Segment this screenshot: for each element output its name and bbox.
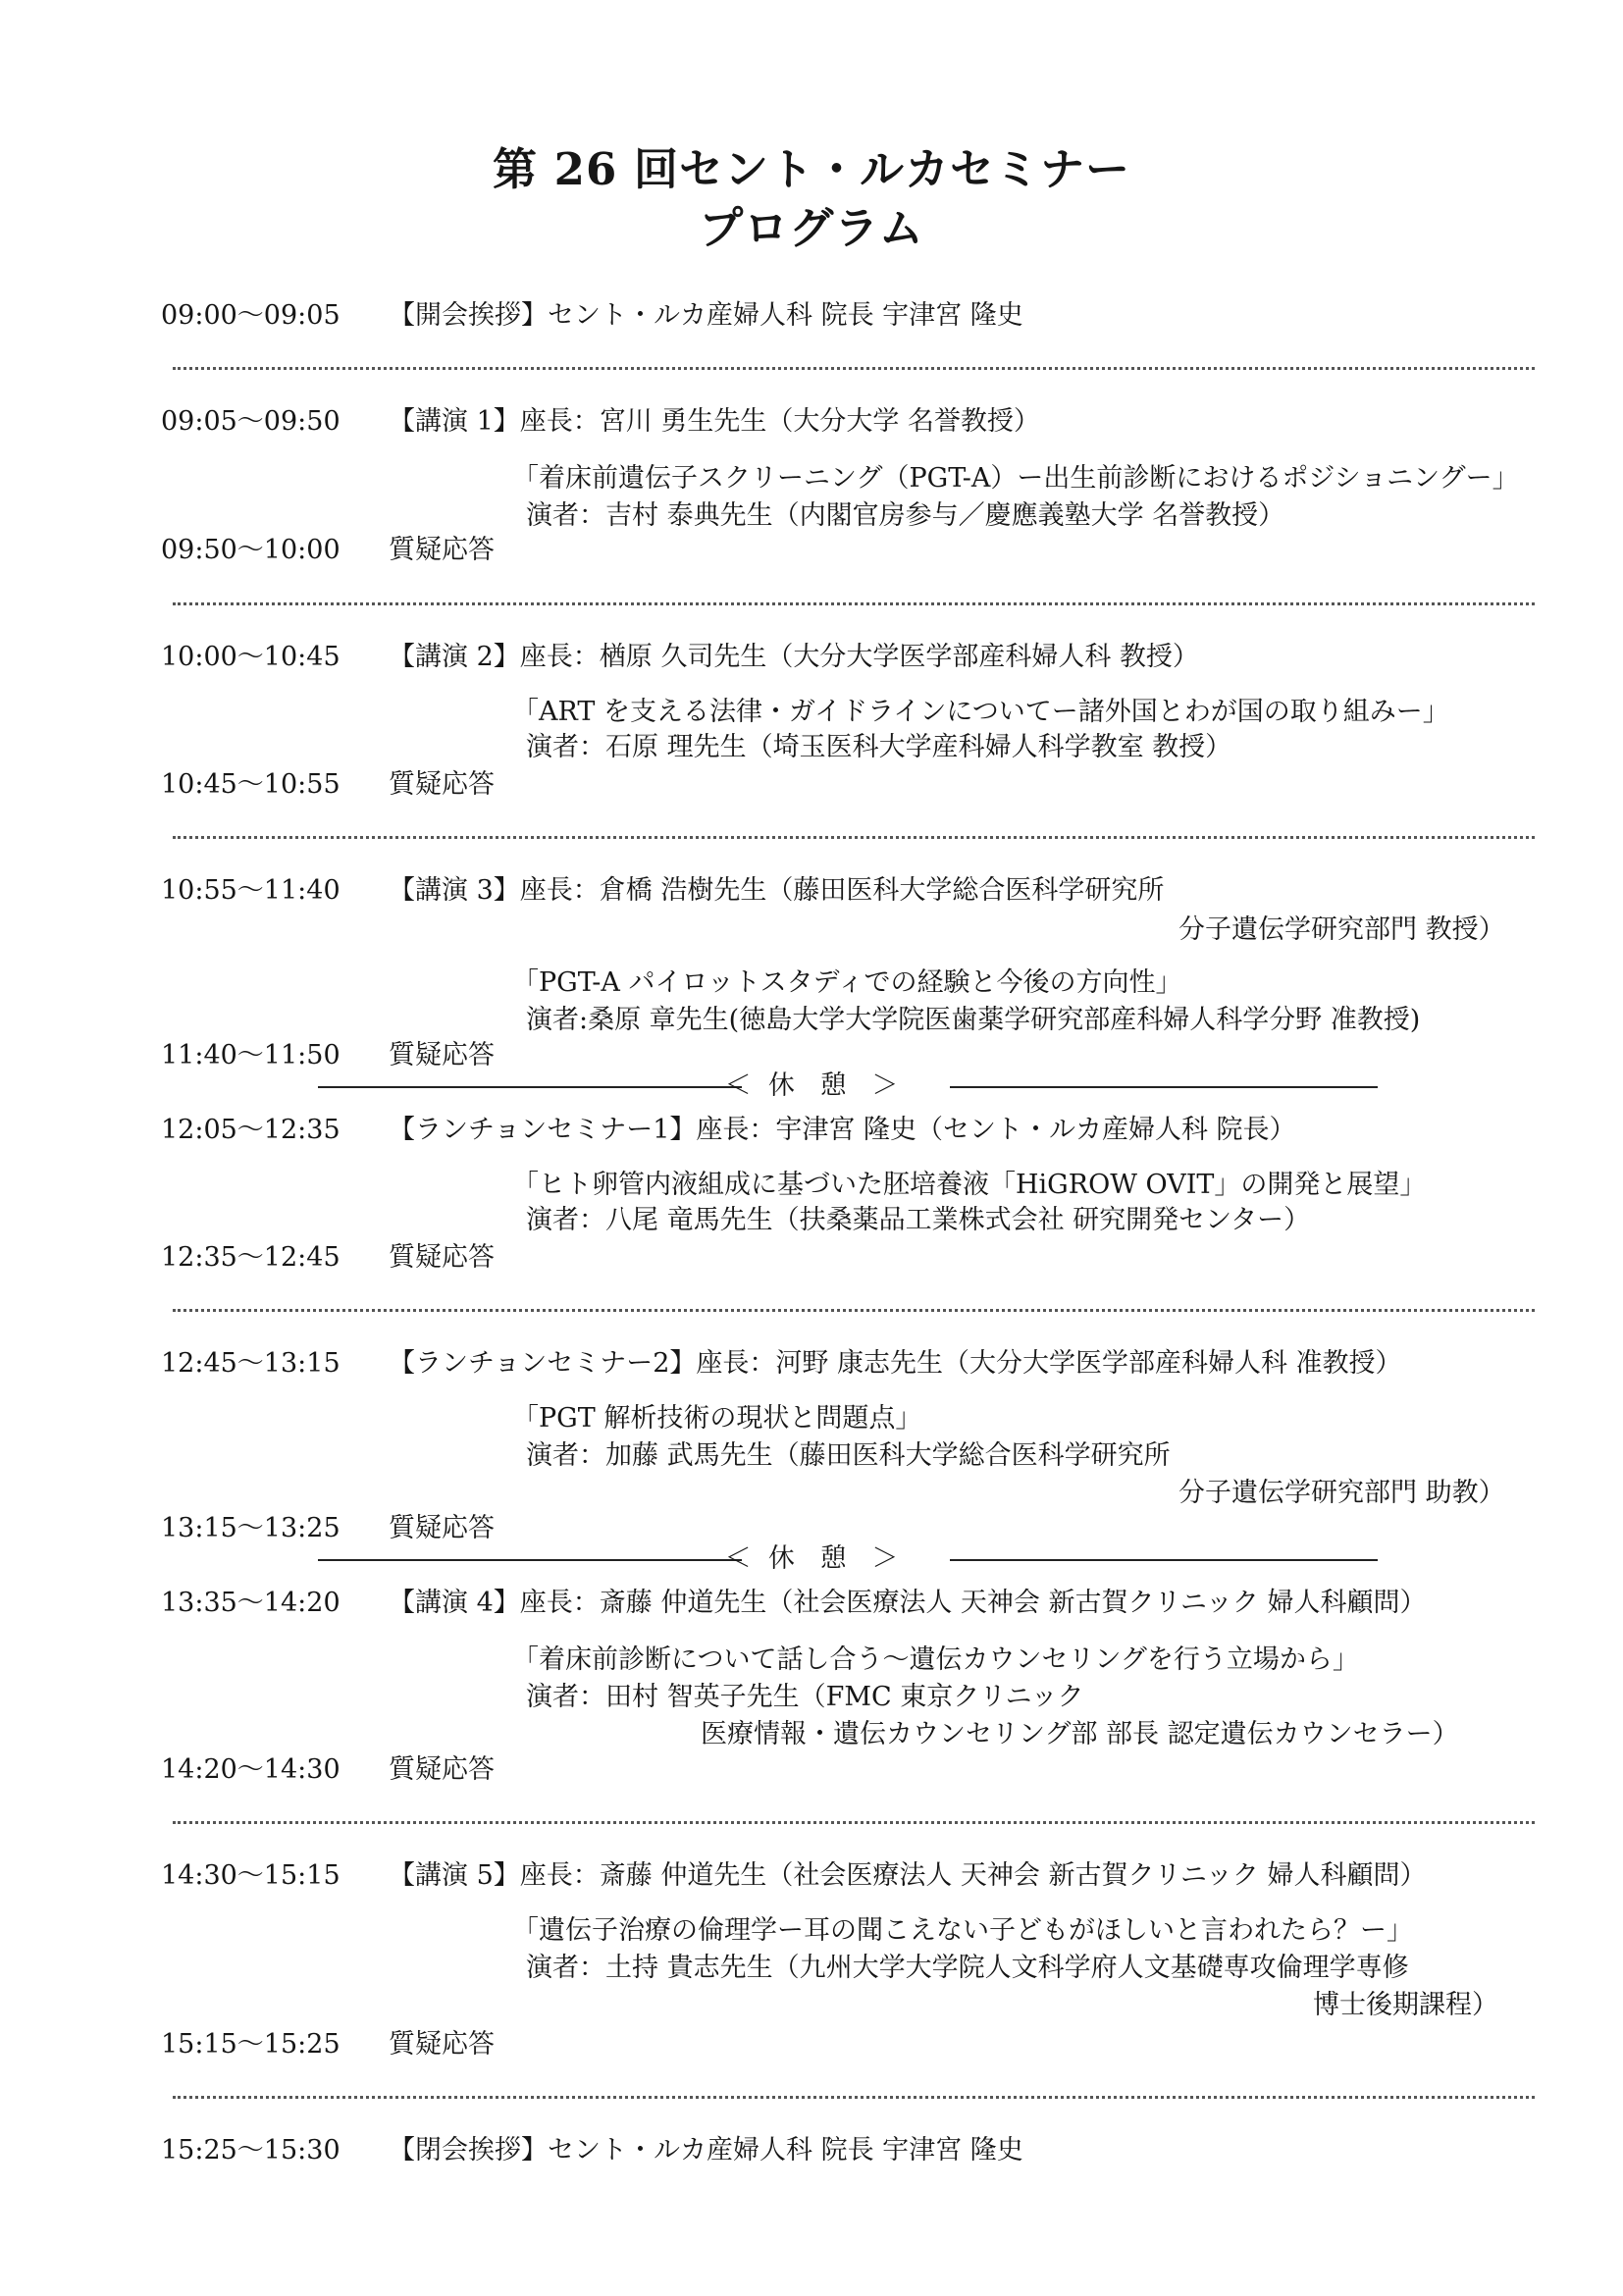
lecture4-qa: 質疑応答	[389, 1754, 495, 1785]
lecture5-chair: 【講演 5】座長：斎藤 仲道先生（社会医療法人 天神会 新古賀クリニック 婦人科顧問）	[389, 1860, 1427, 1891]
page-subtitle: プログラム	[699, 202, 924, 254]
break-line-right	[950, 1086, 1378, 1088]
lecture1-qa-time: 09:50～10:00	[161, 535, 340, 565]
closing-text: 【閉会挨拶】セント・ルカ産婦人科 院長 宇津宮 隆史	[389, 2135, 1023, 2166]
lecture4-chair: 【講演 4】座長：斎藤 仲道先生（社会医療法人 天神会 新古賀クリニック 婦人科顧問）	[389, 1588, 1427, 1618]
lecture3-qa: 質疑応答	[389, 1040, 495, 1070]
lecture1-speaker: 演者：吉村 泰典先生（内閣官房参与／慶應義塾大学 名誉教授）	[526, 500, 1285, 531]
break-label: ＜ 休 憩 ＞	[724, 1070, 899, 1101]
opening-time: 09:00～09:05	[161, 300, 340, 331]
luncheon2-chair: 【ランチョンセミナー2】座長：河野 康志先生（大分大学医学部産科婦人科 准教授）	[389, 1348, 1402, 1379]
luncheon2-title: 「PGT 解析技術の現状と問題点」	[512, 1403, 922, 1434]
lecture3-speaker: 演者:桑原 章先生(徳島大学大学院医歯薬学研究部産科婦人科学分野 准教授)	[526, 1005, 1421, 1035]
lecture4-speaker: 演者：田村 智英子先生（FMC 東京クリニック	[526, 1682, 1084, 1712]
lecture3-qa-time: 11:40～11:50	[161, 1040, 340, 1070]
luncheon1-qa: 質疑応答	[389, 1242, 495, 1273]
lecture2-qa-time: 10:45～10:55	[161, 769, 340, 800]
luncheon1-title: 「ヒト卵管内液組成に基づいた胚培養液「HiGROW OVIT」の開発と展望」	[512, 1170, 1427, 1200]
lecture2-chair: 【講演 2】座長：楢原 久司先生（大分大学医学部産科婦人科 教授）	[389, 642, 1199, 672]
closing-time: 15:25～15:30	[161, 2135, 340, 2166]
luncheon1-chair: 【ランチョンセミナー1】座長：宇津宮 隆史（セント・ルカ産婦人科 院長）	[389, 1115, 1296, 1145]
lecture5-time: 14:30～15:15	[161, 1860, 340, 1891]
lecture2-title: 「ART を支える法律・ガイドラインについてー諸外国とわが国の取り組みー」	[512, 697, 1449, 727]
page-title: 第 26 回セント・ルカセミナー	[493, 143, 1130, 195]
lecture4-qa-time: 14:20～14:30	[161, 1754, 340, 1785]
dotted-divider	[173, 836, 1535, 839]
dotted-divider	[173, 1309, 1535, 1312]
luncheon2-time: 12:45～13:15	[161, 1348, 340, 1379]
luncheon2-qa-time: 13:15～13:25	[161, 1513, 340, 1543]
luncheon1-time: 12:05～12:35	[161, 1115, 340, 1145]
lecture2-qa: 質疑応答	[389, 769, 495, 800]
dotted-divider	[173, 602, 1535, 605]
lecture5-title: 「遺伝子治療の倫理学ー耳の聞こえない子どもがほしいと言われたら？ー」	[512, 1915, 1413, 1946]
lecture1-time: 09:05～09:50	[161, 406, 340, 437]
luncheon1-speaker: 演者：八尾 竜馬先生（扶桑薬品工業株式会社 研究開発センター）	[526, 1205, 1311, 1235]
lecture3-time: 10:55～11:40	[161, 875, 340, 906]
lecture5-speaker: 演者：土持 貴志先生（九州大学大学院人文科学府人文基礎専攻倫理学専修	[526, 1953, 1409, 1983]
break-label: ＜ 休 憩 ＞	[724, 1543, 899, 1574]
lecture5-qa-time: 15:15～15:25	[161, 2029, 340, 2060]
lecture2-speaker: 演者：石原 理先生（埼玉医科大学産科婦人科学教室 教授）	[526, 732, 1232, 762]
luncheon2-qa: 質疑応答	[389, 1513, 495, 1543]
lecture3-chair: 【講演 3】座長：倉橋 浩樹先生（藤田医科大学総合医科学研究所	[389, 875, 1165, 906]
lecture4-title: 「着床前診断について話し合う～遺伝カウンセリングを行う立場から」	[512, 1644, 1359, 1675]
lecture5-qa: 質疑応答	[389, 2029, 495, 2060]
dotted-divider	[173, 1821, 1535, 1824]
lecture1-title: 「着床前遺伝子スクリーニング（PGT-A）ー出生前診断におけるポジショニングー」	[512, 463, 1519, 494]
dotted-divider	[173, 2096, 1535, 2099]
lecture4-time: 13:35～14:20	[161, 1588, 340, 1618]
lecture5-speaker-affiliation: 博士後期課程）	[1313, 1990, 1498, 2020]
lecture4-speaker-affiliation: 医療情報・遺伝カウンセリング部 部長 認定遺伝カウンセラー）	[701, 1719, 1459, 1749]
luncheon2-speaker-affiliation: 分子遺伝学研究部門 助教）	[1178, 1478, 1505, 1508]
opening-text: 【開会挨拶】セント・ルカ産婦人科 院長 宇津宮 隆史	[389, 300, 1023, 331]
lecture3-chair-affiliation: 分子遺伝学研究部門 教授）	[1178, 914, 1505, 945]
lecture1-qa: 質疑応答	[389, 535, 495, 565]
break-divider	[0, 1544, 1623, 1574]
luncheon1-qa-time: 12:35～12:45	[161, 1242, 340, 1273]
lecture3-title: 「PGT-A パイロットスタディでの経験と今後の方向性」	[512, 967, 1182, 998]
break-line-right	[950, 1559, 1378, 1561]
break-divider	[0, 1071, 1623, 1101]
lecture2-time: 10:00～10:45	[161, 642, 340, 672]
lecture1-chair: 【講演 1】座長：宮川 勇生先生（大分大学 名誉教授）	[389, 406, 1040, 437]
dotted-divider	[173, 367, 1535, 370]
luncheon2-speaker: 演者：加藤 武馬先生（藤田医科大学総合医科学研究所	[526, 1440, 1171, 1471]
